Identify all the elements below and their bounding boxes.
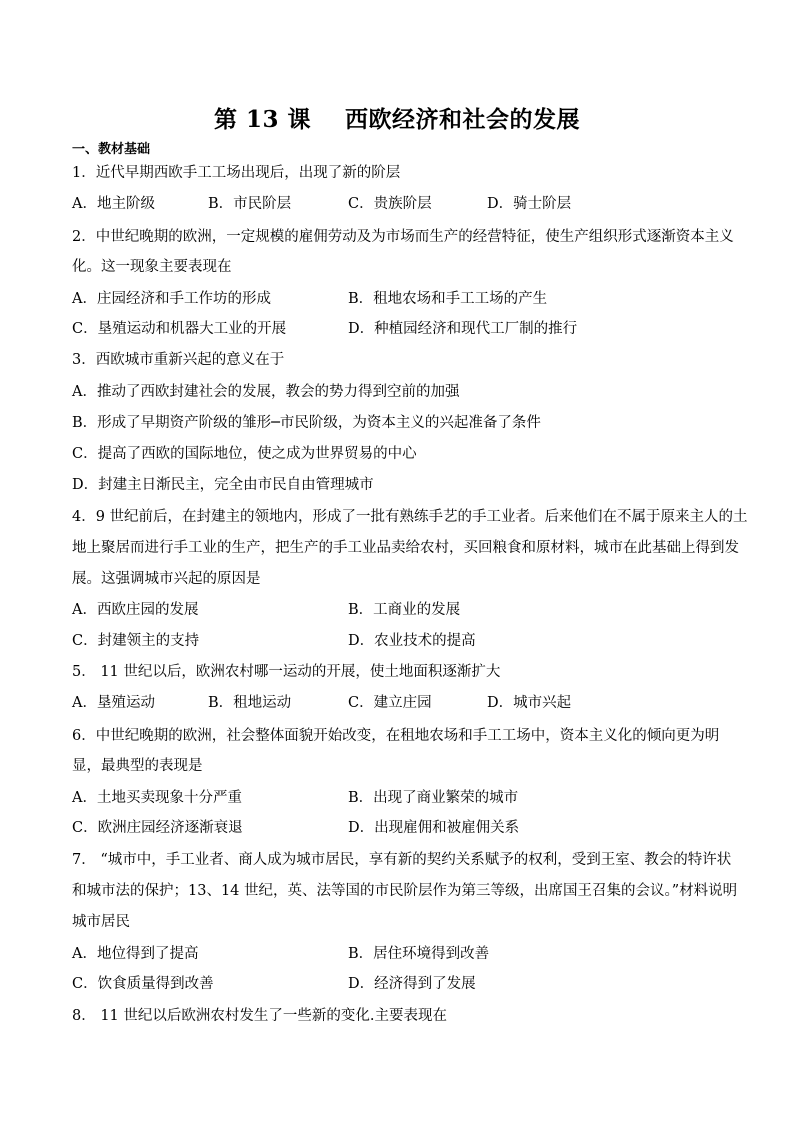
question-2-stem-line-1: 2．中世纪晚期的欧洲，一定规模的雇佣劳动及为市场而生产的经营特征，使生产组织形式逐渐资本主义 [72,229,734,245]
question-1-stem: 1．近代早期西欧手工工场出现后，出现了新的阶层 [72,165,401,181]
question-1-option-c: C．贵族阶层 [348,196,432,212]
question-5-option-c: C．建立庄园 [348,695,432,711]
question-1-option-d: D．骑士阶层 [487,196,572,212]
question-1-option-a: A．地主阶级 [72,196,155,212]
question-7-stem-line-1: 7． “城市中，手工业者、商人成为城市居民，享有新的契约关系赋予的权利，受到王室、教会的特许状 [72,852,732,868]
question-5-option-d: D．城市兴起 [487,695,572,711]
question-5-option-b: B．租地运动 [208,695,292,711]
section-heading: 一、教材基础 [72,142,151,157]
question-6-stem-line-1: 6．中世纪晚期的欧洲，社会整体面貌开始改变，在租地农场和手工工场中，资本主义化的倾向更为明 [72,728,720,744]
question-3-stem: 3．西欧城市重新兴起的意义在于 [72,352,285,368]
question-1-option-b: B．市民阶层 [208,196,292,212]
question-2-option-d: D．种植园经济和现代工厂制的推行 [348,321,578,337]
question-7-option-a: A．地位得到了提高 [72,946,199,962]
question-4-option-b: B．工商业的发展 [348,602,461,618]
question-4-option-a: A．西欧庄园的发展 [72,602,199,618]
question-2-stem-line-2: 化。这一现象主要表现在 [72,259,232,275]
question-3-option-c: C．提高了西欧的国际地位，使之成为世界贸易的中心 [72,446,417,462]
question-6-option-c: C．欧洲庄园经济逐渐衰退 [72,820,243,836]
question-6-option-d: D．出现雇佣和被雇佣关系 [348,820,520,836]
question-2-option-a: A．庄园经济和手工作坊的形成 [72,291,271,307]
question-4-option-c: C．封建领主的支持 [72,633,200,649]
question-6-option-a: A．土地买卖现象十分严重 [72,790,242,806]
question-4-option-d: D．农业技术的提高 [348,633,476,649]
question-4-stem-line-2: 地上聚居而进行手工业的生产，把生产的手工业品卖给农村，买回粮食和原材料，城市在此基础上得到发 [72,540,739,556]
question-7-stem-line-2: 和城市法的保护；13、14 世纪，英、法等国的市民阶层作为第三等级，出席国王召集的会议。”材料说明 [72,883,738,899]
question-7-option-d: D．经济得到了发展 [348,976,476,992]
question-4-stem-line-3: 展。这强调城市兴起的原因是 [72,571,261,587]
page-title: 第 13 课 西欧经济和社会的发展 [213,106,581,133]
question-5-stem: 5． 11 世纪以后，欧洲农村哪一运动的开展，使土地面积逐渐扩大 [72,664,501,680]
question-5-option-a: A．垦殖运动 [72,695,155,711]
question-3-option-d: D．封建主日渐民主，完全由市民自由管理城市 [72,477,374,493]
question-6-stem-line-2: 显，最典型的表现是 [72,758,203,774]
question-3-option-a: A．推动了西欧封建社会的发展，教会的势力得到空前的加强 [72,384,460,400]
question-7-option-c: C．饮食质量得到改善 [72,976,214,992]
question-2-option-c: C．垦殖运动和机器大工业的开展 [72,321,287,337]
question-7-option-b: B．居住环境得到改善 [348,946,490,962]
question-8-stem: 8． 11 世纪以后欧洲农村发生了一些新的变化.主要表现在 [72,1008,448,1024]
question-3-option-b: B．形成了早期资产阶级的雏形─市民阶级，为资本主义的兴起准备了条件 [72,415,541,431]
question-2-option-b: B．租地农场和手工工场的产生 [348,291,548,307]
question-7-stem-line-3: 城市居民 [72,914,130,930]
question-6-option-b: B．出现了商业繁荣的城市 [348,790,519,806]
question-4-stem-line-1: 4．9 世纪前后，在封建主的领地内，形成了一批有熟练手艺的手工业者。后来他们在不属于原来主人的土 [72,509,748,525]
